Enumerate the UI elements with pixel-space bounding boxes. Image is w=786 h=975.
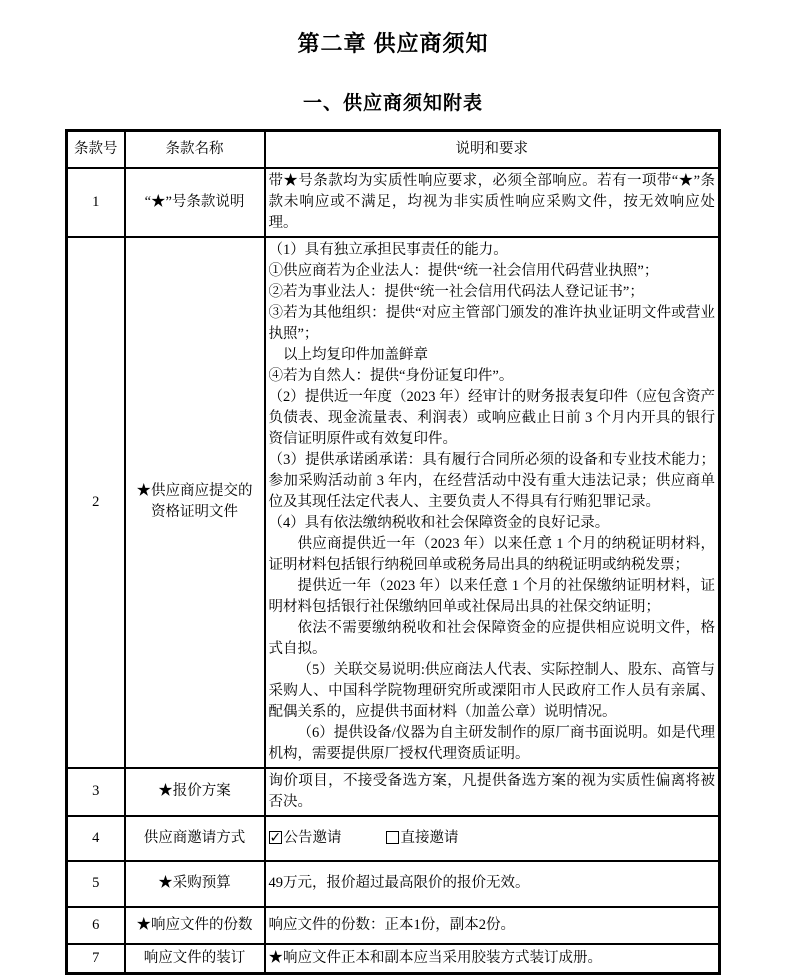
paragraph: （4）具有依法缴纳税收和社会保障资金的良好记录。 [268,514,610,531]
table-row [67,861,720,907]
clause-desc: 带★号条款均为实质性响应要求，必须全部响应。若有一项带“★”条款未响应或不满足，均视为非实质性响应采购文件，按无效响应处理。 [265,168,720,237]
option-label: 直接邀请 [400,829,459,846]
paragraph: （5）关联交易说明:供应商法人代表、实际控制人、股东、高管与采购人、中国科学院物理研究所或溧阳市人民政府工作人员有亲属、配偶关系的，应提供书面材料（加盖公章）说明情况。 [268,661,715,720]
clause-number: 2 [67,237,125,768]
clause-number: 7 [67,944,125,974]
paragraph: 提供近一年（2023 年）以来任意 1 个月的社保缴纳证明材料，证明材料包括银行社保缴纳回单或社保局出具的社保交纳证明； [268,577,715,615]
section-subtitle: 一、供应商须知附表 [302,93,483,114]
paragraph: （3）提供承诺函承诺：具有履行合同所必须的设备和专业技术能力；参加采购活动前 3 年内，在经营活动中没有重大违法记录；供应商单位及其现任法定代表人、主要负责人不得具有行贿犯罪记录。 [268,451,715,510]
page-title: 第二章 供应商须知 [297,31,489,56]
paragraph: （2）提供近一年度（2023 年）经审计的财务报表复印件（应包含资产负债表、现金流量表、利润表）或响应截止日前 3 个月内开具的银行资信证明原件或有效复印件。 [268,388,715,447]
clause-number: 3 [67,768,125,816]
table-row [67,768,720,816]
table-row [67,944,720,974]
clause-number: 5 [67,861,125,907]
invitation-option-direct [386,830,459,846]
clause-name: ★报价方案 [125,768,265,816]
clause-desc: 49万元，报价超过最高限价的报价无效。 [265,861,720,907]
clause-name: ★采购预算 [125,861,265,907]
option-label: 公告邀请 [283,829,342,846]
clause-name: 供应商邀请方式 [125,816,265,861]
header-cell-clause-name: 条款名称 [125,131,265,168]
invitation-option-public [269,830,342,846]
table-row [67,168,720,237]
header-cell-clause-no: 条款号 [67,131,125,168]
paragraph: （6）提供设备/仪器为自主研发制作的原厂商书面说明。如是代理机构，需要提供原厂授权代理资质证明。 [268,724,715,762]
document-page [0,27,786,967]
clause-name: ★响应文件的份数 [125,907,265,944]
header-cell-description: 说明和要求 [265,131,720,168]
clause-name: “★”号条款说明 [125,168,265,237]
paragraph: ①供应商若为企业法人：提供“统一社会信用代码营业执照”； [268,262,659,279]
clause-desc: ★响应文件正本和副本应当采用胶装方式装订成册。 [265,944,720,974]
paragraph: 以上均复印件加盖鲜章 [283,346,428,363]
clause-number: 6 [67,907,125,944]
paragraph: ②若为事业法人：提供“统一社会信用代码法人登记证书”； [268,283,644,300]
clause-desc: 询价项目，不接受备选方案，凡提供备选方案的视为实质性偏离将被否决。 [265,768,720,816]
table-row [67,237,720,768]
paragraph: （1）具有独立承担民事责任的能力。 [268,241,508,258]
paragraph: 依法不需要缴纳税收和社会保障资金的应提供相应说明文件，格式自拟。 [268,619,715,657]
unchecked-checkbox-icon [386,831,399,844]
table-header-row [67,131,720,168]
paragraph: 供应商提供近一年（2023 年）以来任意 1 个月的纳税证明材料，证明材料包括银行纳税回单或税务局出具的纳税证明或纳税发票； [268,535,715,573]
table-row [67,816,720,861]
clause-name: ★供应商应提交的资格证明文件 [125,237,265,768]
supplier-notice-table [65,129,721,975]
paragraph: ④若为自然人：提供“身份证复印件”。 [268,367,514,384]
clause-desc [265,237,720,768]
table-row [67,907,720,944]
clause-desc [265,816,720,861]
clause-number: 1 [67,168,125,237]
paragraph: ③若为其他组织：提供“对应主管部门颁发的准许执业证明文件或营业执照”； [268,304,715,342]
clause-number: 4 [67,816,125,861]
clause-name: 响应文件的装订 [125,944,265,974]
clause-desc: 响应文件的份数：正本1份，副本2份。 [265,907,720,944]
checked-checkbox-icon: ✓ [269,829,282,846]
